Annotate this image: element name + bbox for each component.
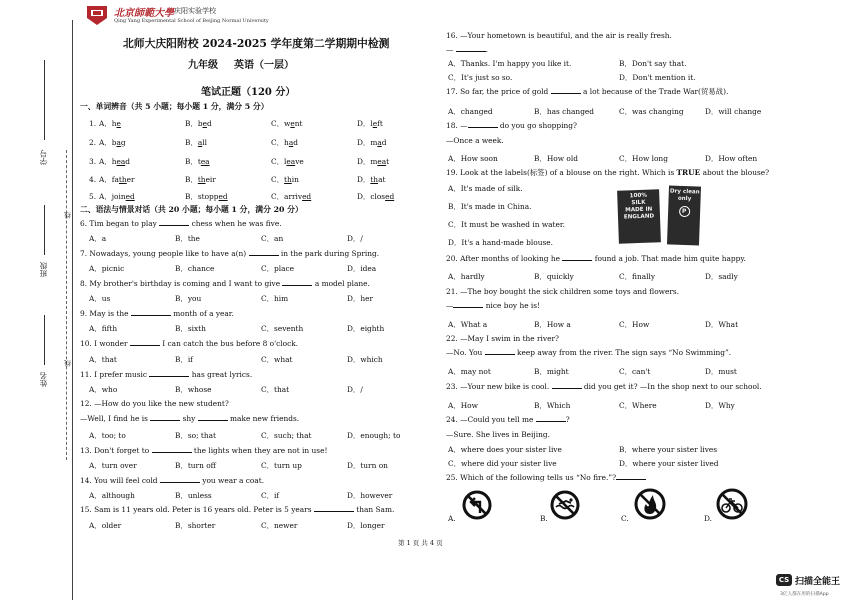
option[interactable]: A．although <box>89 491 135 500</box>
student-no-blank <box>44 60 45 140</box>
binding-line-char-2: 线 <box>64 360 72 367</box>
scanner-tagline: 3亿人都在用的扫描App <box>780 592 829 597</box>
question-12: 17. So far, the price of gold a lot because of the Trade War(贸易战). <box>446 87 729 96</box>
option[interactable]: C．him <box>261 294 289 303</box>
question-1: 6. Tim began to play chess when he was five. <box>80 219 282 228</box>
option[interactable]: C．an <box>261 234 284 243</box>
exam-subject: 英语（一层） <box>234 60 294 71</box>
option[interactable]: C．newer <box>261 521 298 530</box>
option[interactable]: C．was changing <box>619 107 684 116</box>
phonetics-option[interactable]: C．arrived <box>271 192 312 201</box>
question-9: 14. You will feel cold you wear a coat. <box>80 476 265 485</box>
option[interactable]: C．How long <box>619 154 668 163</box>
option[interactable]: B．Which <box>534 401 571 410</box>
school-logo-text: 北京師範大學 <box>114 8 174 19</box>
option[interactable]: D．eighth <box>347 324 385 333</box>
phonetics-option[interactable]: B．bed <box>185 119 212 128</box>
phonetics-option[interactable]: B．stopped <box>185 192 228 201</box>
school-sub: 庆阳实验学校 <box>174 7 216 15</box>
option[interactable]: B．whose <box>175 385 212 394</box>
option[interactable]: C．if <box>261 491 280 500</box>
question-4: 9. May is the month of a year. <box>80 309 234 318</box>
section2-heading: 二、语法与情景对话（共 20 小题；每小题 1 分，满分 20 分） <box>80 205 303 214</box>
option[interactable]: D. <box>704 514 713 523</box>
question-15: 20. After months of looking he found a job. That made him quite happy. <box>446 254 746 263</box>
exam-grade: 九年级 <box>188 60 218 71</box>
phonetics-question-number: 3. <box>89 157 97 166</box>
option[interactable]: B．How old <box>534 154 578 163</box>
question-8: 13. Don't forget to the lights when they are not in use! <box>80 446 328 455</box>
question-10: 15. Sam is 11 years old. Peter is 16 years old. Peter is 5 years than Sam. <box>80 505 395 514</box>
option[interactable]: A．hardly <box>448 272 485 281</box>
no-left-turn-sign-icon <box>462 490 492 520</box>
phonetics-option[interactable]: B．all <box>185 138 207 147</box>
option[interactable]: B．where your sister lives <box>619 445 718 454</box>
option[interactable]: D．turn on <box>347 461 388 470</box>
option[interactable]: A．too; to <box>89 431 126 440</box>
option[interactable]: A．where does your sister live <box>448 445 562 454</box>
phonetics-option[interactable]: C．leave <box>271 157 304 166</box>
exam-part: 笔试正题（120 分） <box>201 87 296 98</box>
silk-label-image: 100% SILK MADE IN ENGLAND <box>617 189 661 243</box>
option[interactable]: B．you <box>175 294 202 303</box>
question-13: 18. — do you go shopping? <box>446 121 577 130</box>
question-17-line2: —No. You keep away from the river. The sign says “No Swimming”. <box>446 348 732 357</box>
page-number: 第 1 页 共 4 页 <box>398 539 443 547</box>
option[interactable]: B．so; that <box>175 431 217 440</box>
option[interactable]: B．has changed <box>534 107 595 116</box>
option[interactable]: D．enough; to <box>347 431 401 440</box>
option[interactable]: B．quickly <box>534 272 574 281</box>
option[interactable]: D．Why <box>705 401 735 410</box>
exam-title: 北师大庆阳附校 2024-2025 学年度第二学期期中检测 <box>123 37 390 50</box>
phonetics-option[interactable]: D．that <box>357 175 386 184</box>
question-19-answer: —Sure. She lives in Beijing. <box>446 430 550 439</box>
option[interactable]: A．that <box>89 355 117 364</box>
option[interactable]: C. <box>621 514 629 523</box>
dry-clean-p-icon: P <box>678 206 689 217</box>
phonetics-option[interactable]: D．left <box>357 119 383 128</box>
option[interactable]: A．It's made of silk. <box>448 184 523 193</box>
binding-dashed-line <box>66 150 67 460</box>
option[interactable]: B．if <box>175 355 193 364</box>
option[interactable]: C．seventh <box>261 324 304 333</box>
option[interactable]: A．turn over <box>89 461 137 470</box>
option[interactable]: D．/ <box>347 234 363 243</box>
option[interactable]: D．longer <box>347 521 385 530</box>
option[interactable]: A．Thanks. I'm happy you like it. <box>448 59 572 68</box>
phonetics-question-number: 5. <box>89 192 97 201</box>
question-2: 7. Nowadays, young people like to have a(n) in the park during Spring. <box>80 249 380 258</box>
option[interactable]: B．It's made in China. <box>448 202 532 211</box>
option[interactable]: A．may not <box>448 367 491 376</box>
name-blank <box>44 315 45 365</box>
option[interactable]: A．How <box>448 401 478 410</box>
question-19: 24. —Could you tell me ? <box>446 415 570 424</box>
name-label: 姓名 <box>39 372 48 387</box>
phonetics-option[interactable]: C．had <box>271 138 298 147</box>
option[interactable]: A．who <box>89 385 118 394</box>
option[interactable]: A．changed <box>448 107 493 116</box>
camscanner-logo-icon: CS <box>776 574 792 586</box>
student-no-label: 学号 <box>39 150 48 165</box>
question-6: 11. I prefer music has great lyrics. <box>80 370 253 379</box>
option[interactable]: D．her <box>347 294 373 303</box>
question-16-line1: 21. —The boy bought the sick children some toys and flowers. <box>446 287 680 296</box>
phonetics-question-number: 2. <box>89 138 97 147</box>
option[interactable]: C．Where <box>619 401 657 410</box>
question-16-line2: — nice boy he is! <box>446 301 541 310</box>
question-20: 25. Which of the following tells us “No fire.”? <box>446 473 646 482</box>
option[interactable]: A．How soon <box>448 154 498 163</box>
question-17-line1: 22. —May I swim in the river? <box>446 334 559 343</box>
question-18: 23. —Your new bike is cool. did you get it? —In the shop next to our school. <box>446 382 762 391</box>
option[interactable]: A．a <box>89 234 107 243</box>
phonetics-option[interactable]: A．joined <box>99 192 135 201</box>
school-en: Qing Yang Experimental School of Beijing Normal University <box>114 18 269 24</box>
phonetics-question-number: 1. <box>89 119 97 128</box>
phonetics-option[interactable]: C．went <box>271 119 303 128</box>
option[interactable]: B．How a <box>534 320 571 329</box>
option[interactable]: A. <box>448 514 456 523</box>
question-5: 10. I wonder I can catch the bus before 8 o'clock. <box>80 339 299 348</box>
phonetics-option[interactable]: A．father <box>99 175 135 184</box>
option[interactable]: B．shorter <box>175 521 216 530</box>
phonetics-option[interactable]: B．their <box>185 175 216 184</box>
option[interactable]: B. <box>540 514 548 523</box>
option[interactable]: D．where your sister lived <box>619 459 719 468</box>
class-blank <box>44 205 45 255</box>
option[interactable]: D．however <box>347 491 393 500</box>
phonetics-option[interactable]: A．head <box>99 157 131 166</box>
question-13-answer: —Once a week. <box>446 136 504 145</box>
no-swimming-sign-icon <box>550 490 580 520</box>
option[interactable]: A．older <box>89 521 122 530</box>
class-label: 班级 <box>39 262 48 277</box>
option[interactable]: A．us <box>89 294 111 303</box>
option[interactable]: D．will change <box>705 107 762 116</box>
question-11-line2: — . <box>446 45 489 54</box>
phonetics-option[interactable]: C．thin <box>271 175 299 184</box>
phonetics-option[interactable]: A．bag <box>99 138 126 147</box>
option[interactable]: C．turn up <box>261 461 302 470</box>
binding-line-char: 线 <box>64 212 72 219</box>
option[interactable]: D．which <box>347 355 383 364</box>
option[interactable]: B．might <box>534 367 569 376</box>
phonetics-option[interactable]: B．tea <box>185 157 210 166</box>
phonetics-option[interactable]: D．meat <box>357 157 390 166</box>
option[interactable]: C．that <box>261 385 290 394</box>
option[interactable]: C．How <box>619 320 650 329</box>
option[interactable]: C．where did your sister live <box>448 459 557 468</box>
option[interactable]: D．How often <box>705 154 758 163</box>
option[interactable]: B．turn off <box>175 461 216 470</box>
phonetics-option[interactable]: A．he <box>99 119 121 128</box>
option[interactable]: B．unless <box>175 491 212 500</box>
option[interactable]: C．It's just so so. <box>448 73 513 82</box>
option[interactable]: D．Don't mention it. <box>619 73 696 82</box>
dry-clean-label-image: Dry clean only P <box>667 185 701 245</box>
option[interactable]: D．What <box>705 320 739 329</box>
option[interactable]: B．chance <box>175 264 215 273</box>
option[interactable]: B．sixth <box>175 324 206 333</box>
option[interactable]: C．finally <box>619 272 656 281</box>
option[interactable]: D．idea <box>347 264 377 273</box>
option[interactable]: D．It's a hand-made blouse. <box>448 238 553 247</box>
option[interactable]: D．must <box>705 367 737 376</box>
option[interactable]: B．Don't say that. <box>619 59 687 68</box>
option[interactable]: C．It must be washed in water. <box>448 220 565 229</box>
option[interactable]: C．place <box>261 264 295 273</box>
binding-line <box>72 20 73 600</box>
option[interactable]: C．what <box>261 355 293 364</box>
option[interactable]: A．fifth <box>89 324 118 333</box>
option[interactable]: A．What a <box>448 320 488 329</box>
option[interactable]: B．the <box>175 234 200 243</box>
phonetics-option[interactable]: D．closed <box>357 192 395 201</box>
question-7-line2: —Well, I find he is shy make new friends. <box>80 414 300 423</box>
scanner-brand: 扫描全能王 <box>795 577 841 587</box>
option[interactable]: A．picnic <box>89 264 125 273</box>
phonetics-option[interactable]: D．mad <box>357 138 387 147</box>
no-fire-sign-icon <box>634 488 666 520</box>
no-cycling-sign-icon <box>716 488 748 520</box>
phonetics-question-number: 4. <box>89 175 97 184</box>
option[interactable]: C．such; that <box>261 431 312 440</box>
option[interactable]: D．/ <box>347 385 363 394</box>
option[interactable]: C．can't <box>619 367 651 376</box>
question-7-line1: 12. —How do you like the new student? <box>80 399 229 408</box>
school-logo-icon <box>85 4 109 26</box>
section1-heading: 一、单词辨音（共 5 小题；每小题 1 分，满分 5 分） <box>80 102 269 111</box>
question-3: 8. My brother's birthday is coming and I want to give a model plane. <box>80 279 370 288</box>
question-11-line1: 16. —Your hometown is beautiful, and the air is really fresh. <box>446 31 672 40</box>
question-14: 19. Look at the labels(标签) of a blouse on the right. Which is TRUE about the blouse? <box>446 168 770 177</box>
option[interactable]: D．sadly <box>705 272 738 281</box>
